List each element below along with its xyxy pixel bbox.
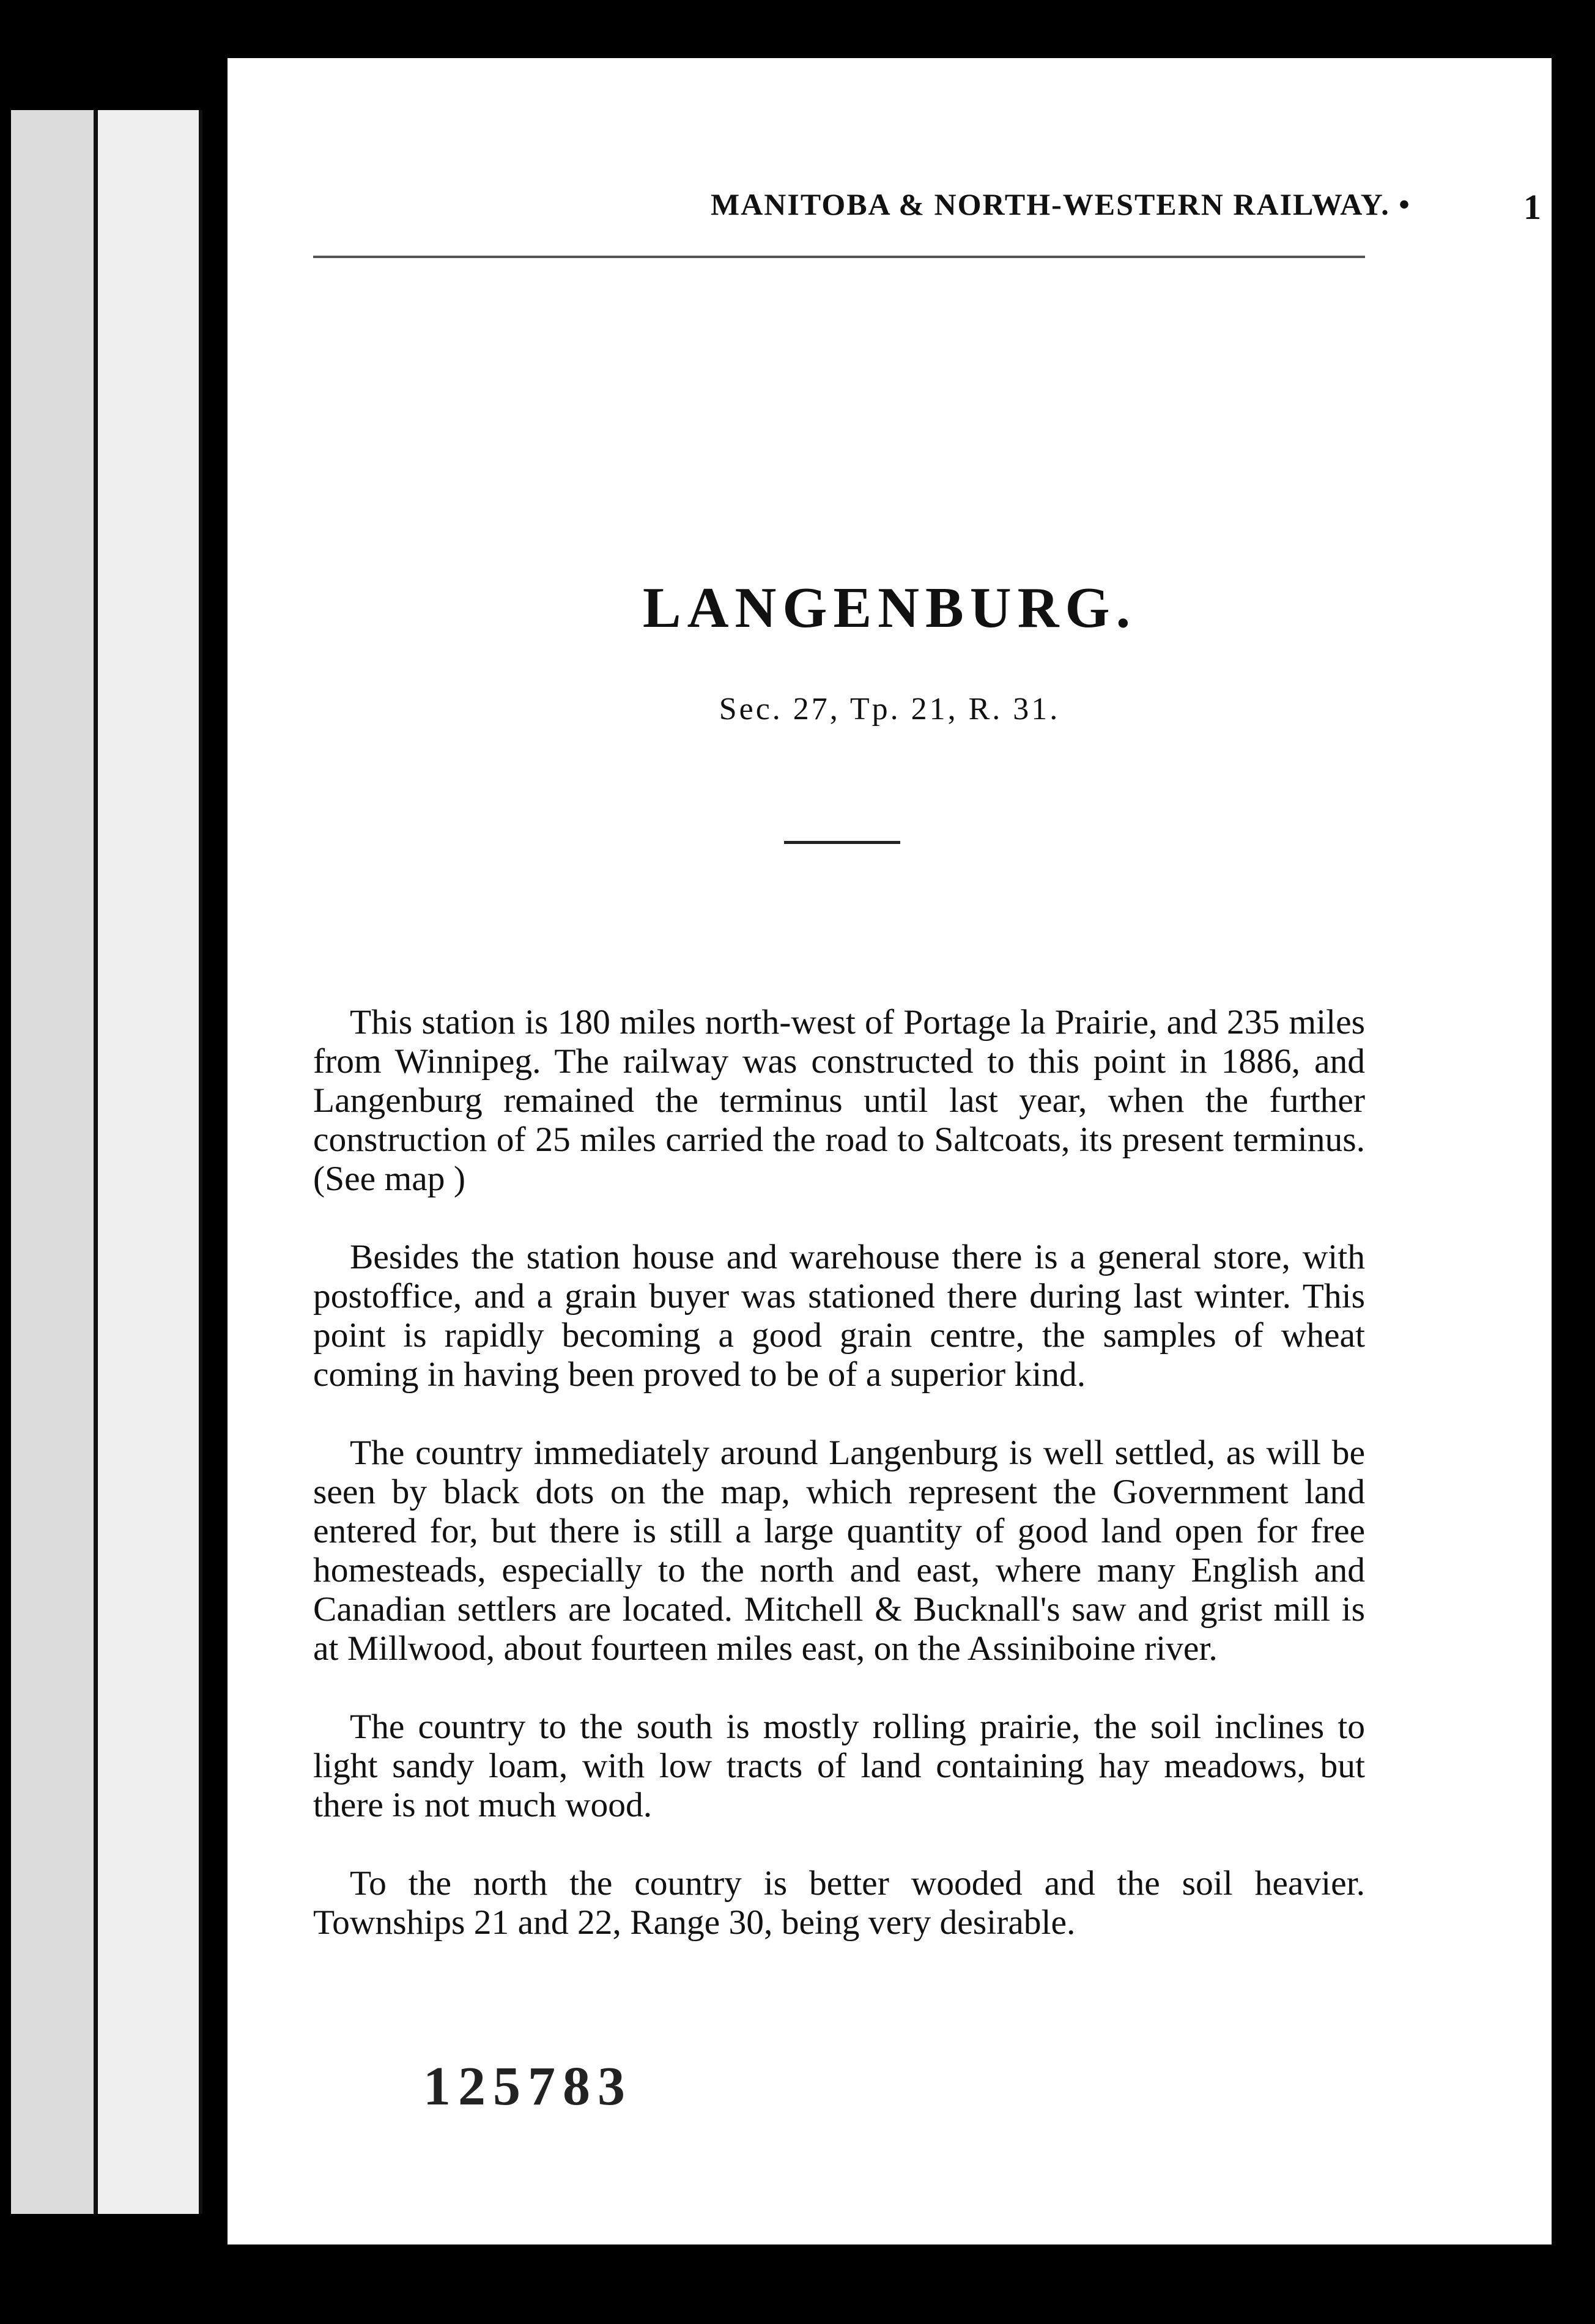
page-edge-line [94,110,97,2214]
body-text [313,1003,1365,1982]
section-divider [784,841,900,844]
document-title: LANGENBURG. [642,576,1137,640]
running-head [484,187,1561,248]
paragraph: This station is 180 miles north-west of Portage la Prairie, and 235 miles from Winnipeg. The railway was constructed to this point in 1886, and Langenburg remained the terminus until last year, when the further construction of 25 miles carried the road to Saltcoats, its present terminus. (See map ) [313,1003,1365,1198]
document-page [228,58,1552,2244]
stamp-number: 125783 [423,2056,632,2117]
paragraph: The country to the south is mostly rolling prairie, the soil inclines to light sandy loam, with low tracts of land containing hay meadows, but there is not much wood. [313,1708,1365,1824]
paragraph: The country immediately around Langenburg is well settled, as will be seen by black dots on the map, which represent the Government land entered for, but there is still a large quantity of good land open for free homesteads, especially to the north and east, where many English and Canadian settlers are located. Mitchell & Bucknall's saw and grist mill is at Millwood, about fourteen miles east, on the Assiniboine river. [313,1434,1365,1668]
header-rule [313,256,1365,258]
scan-left-edge [0,0,228,2324]
document-subtitle: Sec. 27, Tp. 21, R. 31. [719,692,1060,727]
page-number: 1 [1523,187,1542,227]
paragraph: To the north the country is better wooded and the soil heavier. Townships 21 and 22, Range 30, being very desirable. [313,1864,1365,1942]
page-edge-line [199,110,202,2214]
running-head-title: MANITOBA & NORTH-WESTERN RAILWAY. • [711,187,1411,221]
page-edge-strip [98,110,199,2214]
page-edge-strip [11,110,94,2214]
paragraph: Besides the station house and warehouse there is a general store, with postoffice, and a grain buyer was stationed there during last winter. This point is rapidly becoming a good grain centre, the samples of wheat coming in having been proved to be of a superior kind. [313,1238,1365,1394]
